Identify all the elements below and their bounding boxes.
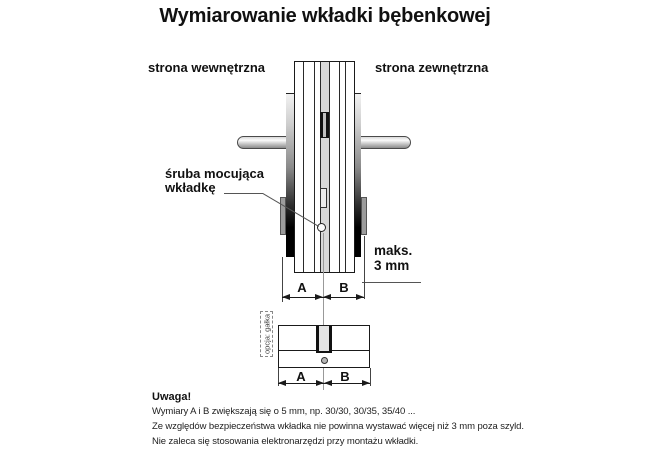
- keyway-slot-upper: [320, 112, 329, 138]
- dim-label-b-top: B: [339, 280, 349, 295]
- arrowhead: [323, 294, 331, 300]
- note-line: Ze względów bezpieczeństwa wkładka nie powinna wystawać więcej niż 3 mm poza szyld.: [152, 420, 524, 432]
- max-protrusion-label: maks. 3 mm: [374, 243, 413, 273]
- arrowhead: [356, 294, 364, 300]
- fixing-screw-hole-side: [321, 357, 328, 364]
- knob-option-label: opcja: gałka: [262, 313, 271, 355]
- arrowhead: [362, 380, 370, 386]
- note-line: Nie zaleca się stosowania elektronarzędzi przy montażu wkładki.: [152, 435, 419, 447]
- note-line: Wymiary A i B zwiększają się o 5 mm, np. 30/30, 30/35, 35/40 ...: [152, 406, 416, 417]
- door-cross-section: [294, 61, 355, 273]
- handle-spindle-right: [359, 136, 411, 149]
- dim-label-a-bottom: A: [296, 369, 306, 384]
- arrowhead: [278, 380, 286, 386]
- keyway-slot-lower: [320, 188, 327, 208]
- extension-tick-right: [370, 368, 371, 386]
- arrowhead: [316, 380, 324, 386]
- cylinder-strip: [320, 62, 329, 272]
- fixing-screw-label: śruba mocująca wkładkę: [165, 166, 264, 195]
- handle-spindle-left: [237, 136, 288, 149]
- fixing-screw: [317, 223, 326, 232]
- outer-side-label: strona zewnętrzna: [375, 60, 489, 75]
- page-title: Wymiarowanie wkładki bębenkowej: [159, 5, 491, 27]
- cylinder-protrusion-right: [361, 197, 367, 235]
- max-protrusion-underline: [362, 282, 421, 283]
- arrowhead: [315, 294, 323, 300]
- inner-side-label: strona wewnętrzna: [148, 60, 266, 75]
- dim-label-a-top: A: [297, 280, 307, 295]
- arrowhead: [282, 294, 290, 300]
- arrowhead: [324, 380, 332, 386]
- notes-heading: Uwaga!: [152, 391, 192, 403]
- notes-block: [152, 391, 592, 449]
- knob-option-box: [260, 311, 273, 357]
- cam-notch: [316, 326, 332, 353]
- dim-label-b-bottom: B: [340, 369, 350, 384]
- extension-line-right: [364, 236, 365, 299]
